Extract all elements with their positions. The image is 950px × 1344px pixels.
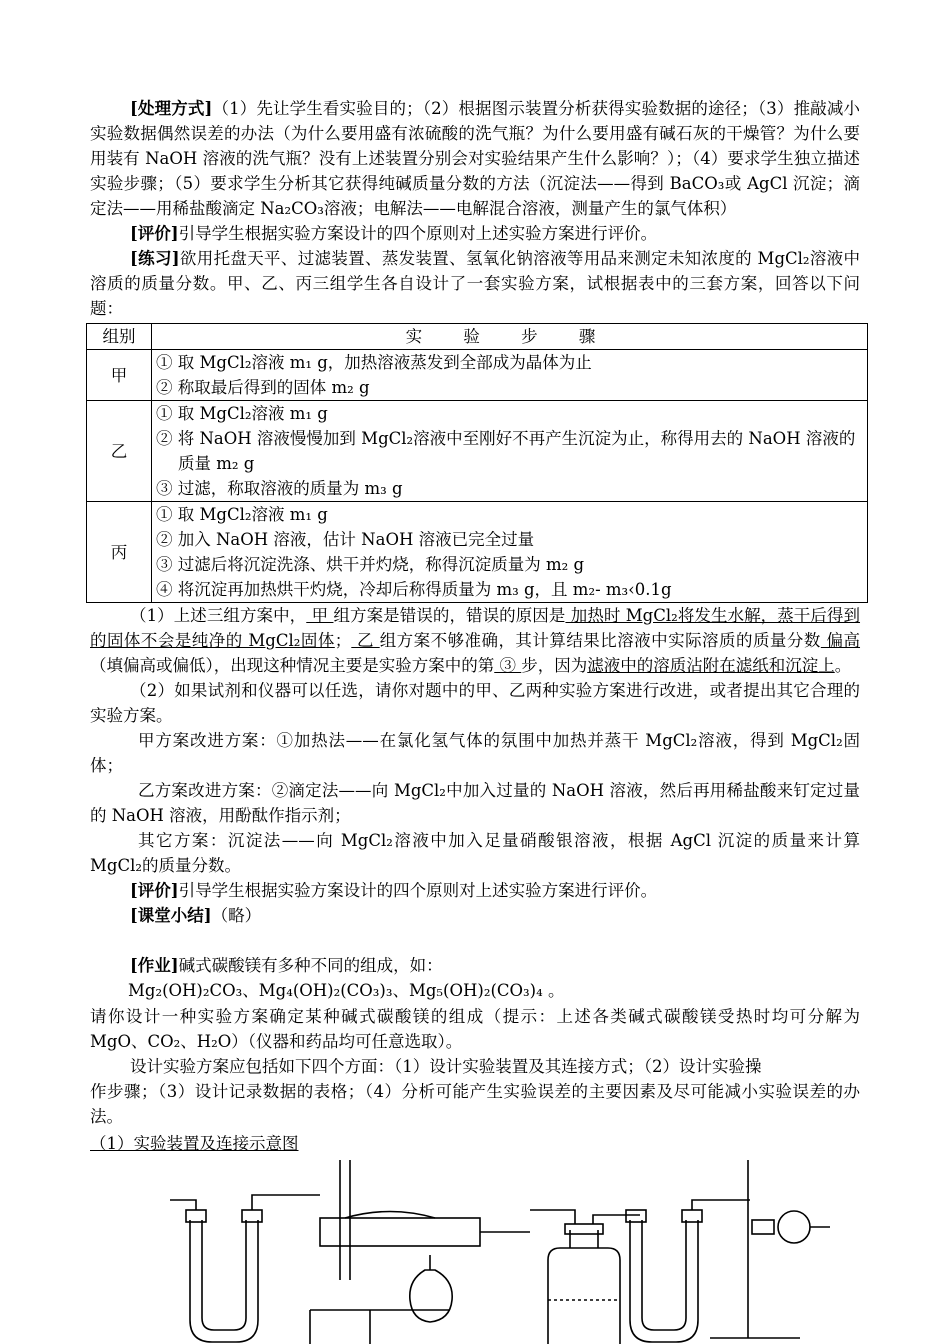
process-text: （1）先让学生看实验目的；（2）根据图示装置分析获得实验数据的途径；（3）推敲减小实验数据偶然误差的办法（为什么要用盛有浓硫酸的洗气瓶？为什么要用盛有碱石灰的干燥管？为什么要用装有 NaOH 溶液的洗气瓶？没有上述装置分别会对实验结果产生什么影响？）；（4）要求学生独立描述实验步骤；（5）要求学生分析其它获得纯碱质量分数的方法（沉淀法——得到 BaCO₃或 AgCl 沉淀；滴定法——用稀盐酸滴定 Na₂CO₃溶液；电解法——电解混合溶液，测量产生的氯气体积） [90, 99, 860, 218]
step-line: ① 取 MgCl₂溶液 m₁ g [156, 404, 328, 423]
evaluation-paragraph-1 [90, 221, 860, 246]
evaluation-paragraph-2 [90, 878, 860, 903]
group-cell: 甲 [87, 350, 152, 401]
homework-requirements-1: 设计实验方案应包括如下四个方面：（1）设计实验装置及其连接方式；（2）设计实验操 [130, 1057, 762, 1076]
header-steps: 实 验 步 骤 [152, 324, 868, 350]
q1-text-c: ； [334, 631, 352, 650]
group-cell: 丙 [87, 502, 152, 603]
improve-plan-other: 其它方案：沉淀法——向 MgCl₂溶液中加入足量硝酸银溶液，根据 AgCl 沉淀的质量来计算 MgCl₂的质量分数。 [90, 831, 860, 875]
q1-answer-4: 偏高 [820, 631, 861, 650]
diagram-caption: （1）实验装置及连接示意图 [90, 1134, 299, 1153]
header-group: 组别 [87, 324, 152, 350]
q1-answer-1: 甲 [306, 606, 334, 625]
u-tube-1 [170, 1195, 320, 1342]
step-line: ③ 过滤，称取溶液的质量为 m₃ g [156, 479, 403, 498]
practice-label: [练习] [130, 249, 180, 268]
experiment-table [86, 323, 868, 603]
process-paragraph [90, 96, 860, 221]
summary-label: [课堂小结] [130, 906, 212, 925]
process-label: [处理方式] [130, 99, 213, 118]
apparatus-diagram [150, 1160, 830, 1344]
group-cell: 乙 [87, 401, 152, 502]
q1-answer-6: 滤液中的溶质沾附在滤纸和沉淀上 [587, 656, 835, 675]
practice-paragraph [90, 246, 860, 321]
q1-text-d: 组方案不够准确，其计算结果比溶液中实际溶质的质量分数 [379, 631, 821, 650]
improve-plan-b: 乙方案改进方案：②滴定法——向 MgCl₂中加入过量的 NaOH 溶液，然后再用稀盐酸来钉定过量的 NaOH 溶液，用酚酞作指示剂； [90, 781, 860, 825]
q1-answer-5: ③ [494, 656, 522, 675]
q1-text-f: 步，因为 [521, 656, 588, 675]
table-row-bing [87, 502, 868, 603]
q1-text-a: （1）上述三组方案中， [130, 606, 307, 625]
summary-text: （略） [211, 906, 262, 925]
q1-answer-2: 加热时 MgCl₂将发生水解，蒸干后得到的固体不会是纯净的 MgCl₂固体 [90, 606, 861, 650]
homework-paragraph [90, 953, 860, 978]
homework-text: 碱式碳酸镁有多种不同的组成，如： [178, 956, 443, 975]
step-line: ① 取 MgCl₂溶液 m₁ g，加热溶液蒸发到全部成为晶体为止 [156, 353, 592, 372]
q1-text-e: （填偏高或偏低），出现这种情况主要是实验方案中的第 [90, 656, 495, 675]
step-line: ④ 将沉淀再加热烘干灼烧，冷却后称得质量为 m₃ g，且 m₂- m₃‹0.1g [156, 580, 672, 599]
document-body [90, 96, 860, 1156]
table-row-jia [87, 350, 868, 401]
improve-plan-a: 甲方案改进方案：①加热法——在氯化氢气体的氛围中加热并蒸干 MgCl₂溶液，得到 MgCl₂固体； [90, 731, 860, 775]
q1-answer-3: 乙 [351, 631, 380, 650]
u-tube-2 [626, 1200, 750, 1342]
homework-requirements-2: 作步骤；（3）设计记录数据的表格；（4）分析可能产生实验误差的主要因素及尽可能减小实验误差的办法。 [90, 1082, 860, 1126]
step-line: ② 加入 NaOH 溶液，估计 NaOH 溶液已完全过量 [156, 530, 535, 549]
steps-cell [152, 401, 868, 502]
evaluation-text-2: 引导学生根据实验方案设计的四个原则对上述实验方案进行评价。 [178, 881, 658, 900]
homework-label: [作业] [130, 956, 179, 975]
combustion-tube [310, 1160, 530, 1344]
steps-cell [152, 502, 868, 603]
evaluation-label-1: [评价] [130, 224, 179, 243]
evaluation-label-2: [评价] [130, 881, 179, 900]
step-line: ① 取 MgCl₂溶液 m₁ g [156, 505, 328, 524]
q1-text-g: 。 [834, 656, 852, 675]
step-line: ② 将 NaOH 溶液慢慢加到 MgCl₂溶液中至刚好不再产生沉淀为止，称得用去的 NaOH 溶液的质量 m₂ g [156, 429, 856, 473]
q1-text-b: 组方案是错误的，错误的原因是 [333, 606, 566, 625]
question-1 [90, 603, 860, 678]
step-line: ② 称取最后得到的固体 m₂ g [156, 378, 370, 397]
table-row-yi [87, 401, 868, 502]
question-2: （2）如果试剂和仪器可以任选，请你对题中的甲、乙两种实验方案进行改进，或者提出其它合理的实验方案。 [90, 681, 860, 725]
steps-cell [152, 350, 868, 401]
drying-tube-stand [710, 1160, 830, 1338]
wash-bottle [530, 1210, 640, 1344]
formula-line: Mg₂(OH)₂CO₃、Mg₄(OH)₂(CO₃)₃、Mg₅(OH)₂(CO₃)₄ 。 [128, 981, 565, 1000]
evaluation-text-1: 引导学生根据实验方案设计的四个原则对上述实验方案进行评价。 [178, 224, 658, 243]
homework-task: 请你设计一种实验方案确定某种碱式碳酸镁的组成（提示：上述各类碱式碳酸镁受热时均可分解为 MgO、CO₂、H₂O）（仪器和药品均可任意选取）。 [90, 1007, 860, 1051]
summary-paragraph [90, 903, 860, 928]
step-line: ③ 过滤后将沉淀洗涤、烘干并灼烧，称得沉淀质量为 m₂ g [156, 555, 585, 574]
table-header-row [87, 324, 868, 350]
practice-text: 欲用托盘天平、过滤装置、蒸发装置、氢氧化钠溶液等用品来测定未知浓度的 MgCl₂溶液中溶质的质量分数。甲、乙、丙三组学生各自设计了一套实验方案，试根据表中的三套方案，回答以下问题： [90, 249, 860, 318]
